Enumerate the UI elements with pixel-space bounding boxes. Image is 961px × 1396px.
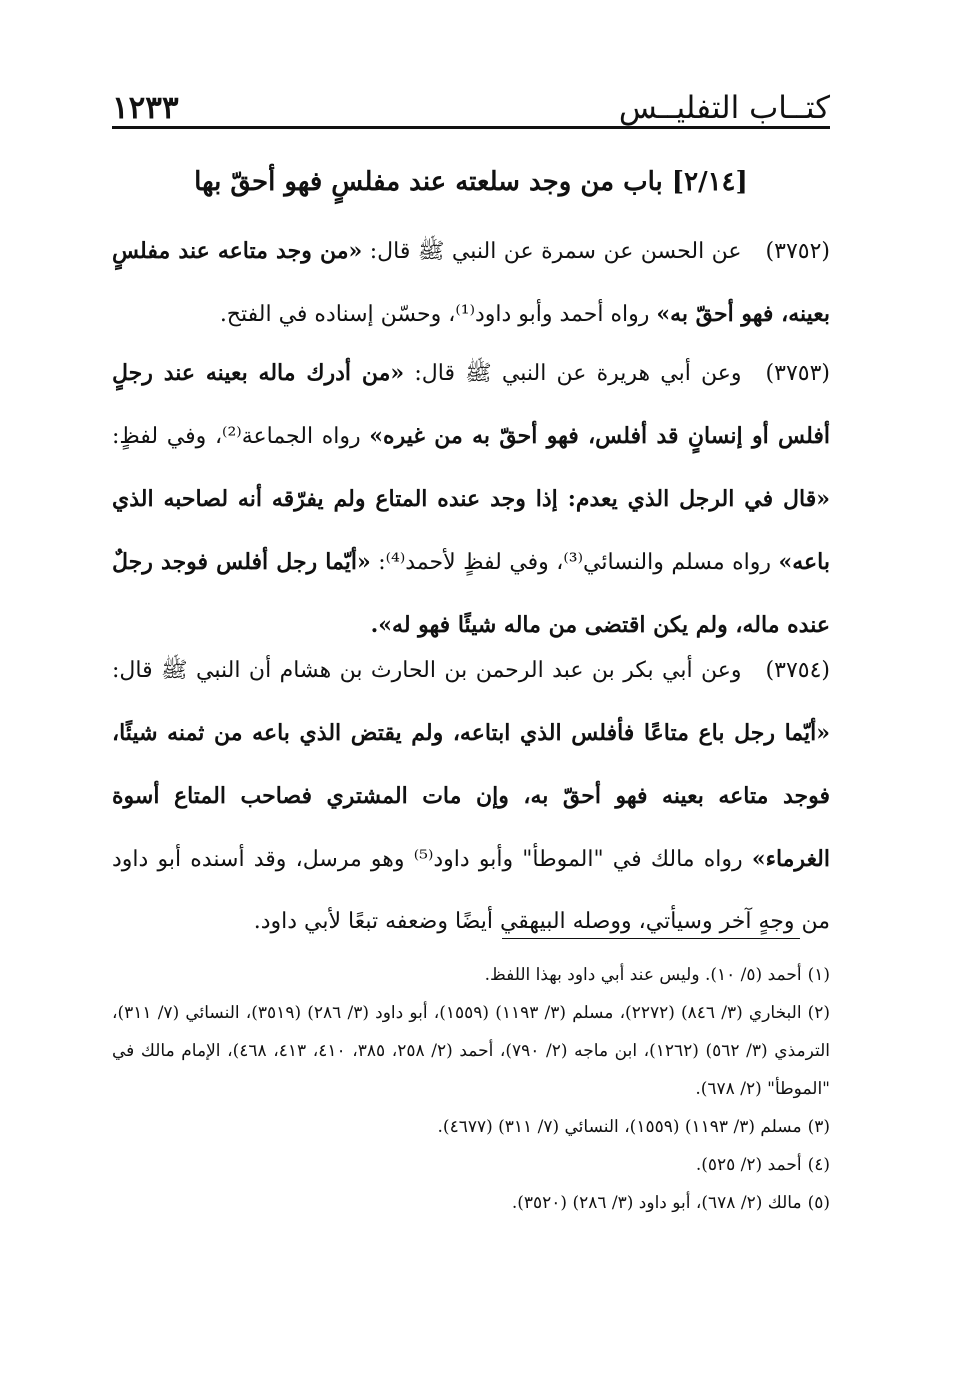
hadith-3753 [112, 342, 830, 657]
footnotes [112, 956, 830, 1222]
hadith-3752 [112, 220, 830, 346]
footnote-text: مالك (٢/ ٦٧٨)، أبو داود (٣/ ٢٨٦) (٣٥٢٠). [511, 1193, 802, 1213]
hadith-quote-2: «قال في الرجل الذي يعدم: إذا وجد عنده المتاع ولم يفرّقه أنه لصاحبه الذي باعه» [112, 486, 830, 575]
hadith-number: (٣٧٥٤) [765, 658, 830, 683]
hadith-tail: رواه أحمد وأبو داود⁽¹⁾، وحسّن إسناده في الفتح. [219, 302, 657, 327]
footnote-1 [112, 956, 830, 994]
footnote-5 [112, 1184, 830, 1222]
hadith-quote: «من أدرك ماله بعينه عند رجلٍ أفلس أو إنسانٍ قد أفلس، فهو أحقّ به من غيره» [112, 360, 830, 449]
footnote-2 [112, 994, 830, 1108]
footnote-3 [112, 1108, 830, 1146]
footnote-number: (٤) [807, 1155, 830, 1175]
hadith-number: (٣٧٥٣) [765, 361, 830, 386]
hadith-quote: «من وجد متاعه عند مفلسٍ بعينه، فهو أحقّ به» [112, 238, 830, 327]
hadith-3754 [112, 640, 830, 953]
footnote-text: أحمد (٥/ ١٠). وليس عند أبي داود بهذا اللفظ. [484, 965, 802, 985]
hadith-quote: «أيّما رجل باع متاعًا فأفلس الذي ابتاعه، ولم يقتض الذي باعه من ثمنه شيئًا، فوجد متاعه بعينه فهو أحقّ به، وإن مات المشتري فصاحب المتاع أسوة الغرماء» [112, 720, 831, 872]
footnote-number: (٢) [807, 1003, 831, 1023]
hadith-tail: رواه مالك في "الموطأ" وأبو داود⁽⁵⁾ وهو مرسل، وقد أسنده أبو داود من وجهٍ آخر وسيأتي، ووصله البيهقي أيضًا وضعفه تبعًا لأبي داود. [112, 847, 830, 934]
header-rule [112, 126, 830, 129]
hadith-intro: عن الحسن عن سمرة عن النبي ﷺ قال: [362, 239, 742, 264]
hadith-middle-2: رواه مسلم والنسائي⁽³⁾، وفي لفظٍ لأحمد⁽⁴⁾: [370, 550, 779, 575]
hadith-quote-3: «أيّما رجل أفلس فوجد رجلٌ عنده ماله، ولم يكن اقتضى من ماله شيئًا فهو له». [112, 549, 830, 638]
footnote-text: مسلم (٣/ ١١٩٣) (١٥٥٩)، النسائي (٧/ ٣١١) (٤٦٧٧). [437, 1117, 802, 1137]
footnote-text: البخاري (٣/ ٨٤٦) (٢٢٧٢)، مسلم (٣/ ١١٩٣) (١٥٥٩)، أبو داود (٣/ ٢٨٦) (٣٥١٩)، النسائي (٧/ ٣١١)، الترمذي (٣/ ٥٦٢) (١٢٦٢)، ابن ماجه (٢/ ٧٩٠)، أحمد (٢/ ٢٥٨، ٣٨٥، ٤١٠، ٤١٣، ٤٦٨)، الإمام مالك في "الموطأ" (٢/ ٦٧٨). [112, 1003, 831, 1099]
footnote-text: أحمد (٢/ ٥٢٥). [695, 1155, 802, 1175]
hadith-middle: رواه الجماعة⁽²⁾، وفي لفظٍ: [112, 424, 370, 449]
footnote-number: (٥) [807, 1193, 830, 1213]
footnote-number: (١) [807, 965, 830, 985]
page-number: ١٢٣٣ [112, 90, 179, 126]
hadith-number: (٣٧٥٢) [765, 239, 830, 264]
book-title: كتــاب التفليــس [618, 90, 830, 126]
chapter-heading: [٢/١٤] باب من وجد سلعته عند مفلسٍ فهو أحقّ بها [194, 167, 748, 197]
footnote-4 [112, 1146, 830, 1184]
footnote-number: (٣) [807, 1117, 830, 1137]
hadith-intro: وعن أبي هريرة عن النبي ﷺ قال: [404, 361, 742, 386]
hadith-intro: وعن أبي بكر بن عبد الرحمن بن الحارث بن هشام أن النبي ﷺ قال: [112, 658, 742, 683]
footnote-separator [502, 938, 800, 939]
